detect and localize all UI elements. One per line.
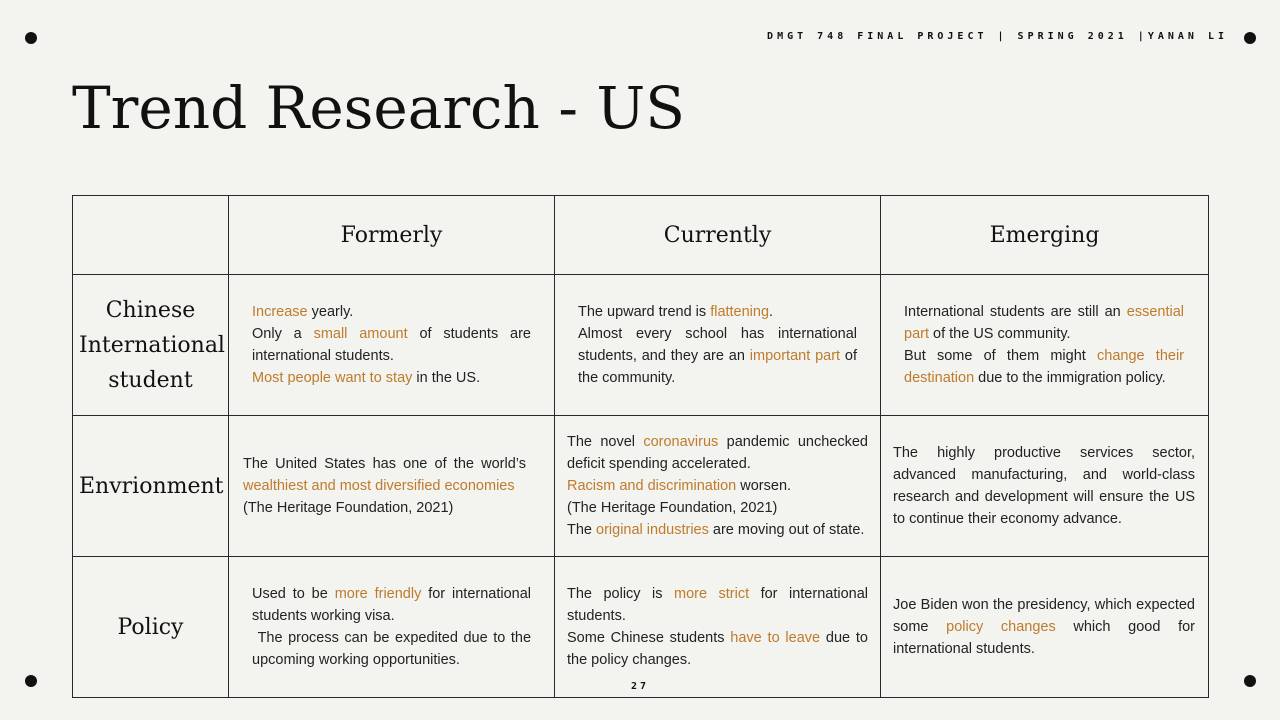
cell-emerging: International students are still an essential part of the US community. But some of them might change their destination due to the immigration policy. (881, 275, 1209, 416)
cell-formerly: Used to be more friendly for international students working visa. The process can be expedited due to the upcoming working opportunities. (229, 557, 555, 698)
header-project-info: DMGT 748 FINAL PROJECT | SPRING 2021 |YANAN LI (767, 31, 1228, 42)
cell-currently: The novel coronavirus pandemic unchecked deficit spending accelerated. Racism and discrimination worsen. (The Heritage Foundation, 2021) The original industries are moving out of state. (555, 416, 881, 557)
cell-currently: The upward trend is flattening. Almost every school has international students, and they are an important part of the community. (555, 275, 881, 416)
corner-dot-top-left (25, 32, 37, 44)
row-label-policy: Policy (73, 557, 229, 698)
cell-currently: The policy is more strict for international students. Some Chinese students have to leave due to the policy changes. (555, 557, 881, 698)
cell-formerly: The United States has one of the world’s wealthiest and most diversified economies (The Heritage Foundation, 2021) (229, 416, 555, 557)
cell-formerly: Increase yearly. Only a small amount of students are international students. Most people want to stay in the US. (229, 275, 555, 416)
table-row (73, 557, 1209, 698)
row-label-chinese-international-student: Chinese International student (73, 275, 229, 416)
table-row (73, 275, 1209, 416)
column-header-empty (73, 196, 229, 275)
trend-table (72, 195, 1209, 698)
page-number: 27 (630, 681, 650, 692)
column-header-emerging: Emerging (881, 196, 1209, 275)
table-header-row (73, 196, 1209, 275)
column-header-currently: Currently (555, 196, 881, 275)
corner-dot-top-right (1244, 32, 1256, 44)
cell-emerging: The highly productive services sector, advanced manufacturing, and world-class research and development will ensure the US to continue their economy advance. (881, 416, 1209, 557)
row-label-environment: Envrionment (73, 416, 229, 557)
table-row (73, 416, 1209, 557)
cell-emerging: Joe Biden won the presidency, which expected some policy changes which good for international students. (881, 557, 1209, 698)
column-header-formerly: Formerly (229, 196, 555, 275)
page-title: Trend Research - US (72, 74, 685, 142)
